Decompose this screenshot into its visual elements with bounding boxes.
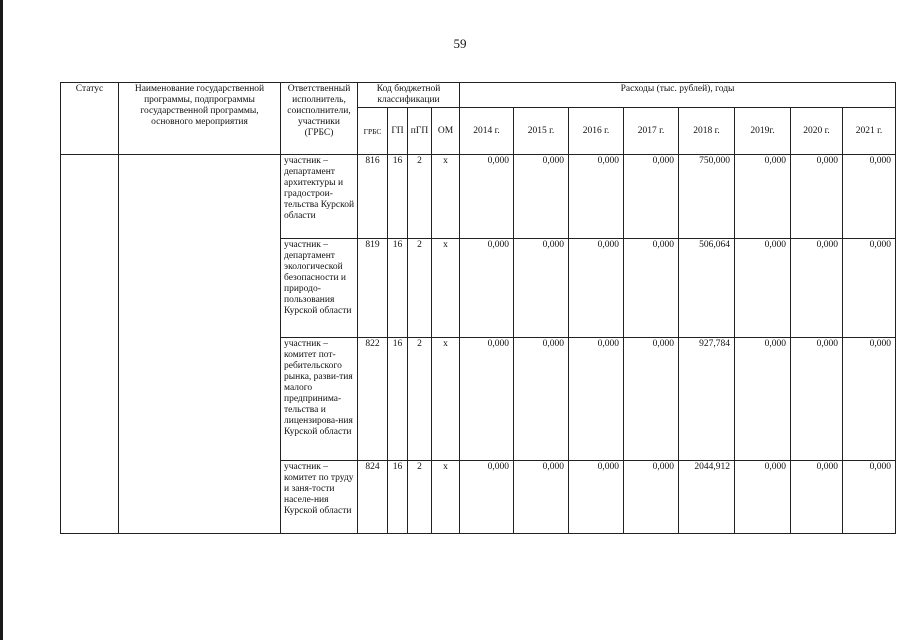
value-2021-cell: 0,000	[843, 155, 896, 239]
value-2014-cell: 0,000	[460, 239, 514, 338]
value-2016-cell: 0,000	[569, 155, 624, 239]
header-year-2020: 2020 г.	[791, 108, 843, 155]
value-2019-cell: 0,000	[735, 461, 791, 534]
value-2018-cell: 927,784	[679, 338, 735, 461]
grbs-cell: 819	[358, 239, 388, 338]
om-cell: х	[432, 239, 460, 338]
table-row	[61, 155, 896, 239]
gp-cell: 16	[388, 338, 408, 461]
value-2020-cell: 0,000	[791, 155, 843, 239]
header-status: Статус	[61, 83, 119, 155]
header-code-om: ОМ	[432, 108, 460, 155]
header-year-2015: 2015 г.	[514, 108, 569, 155]
value-2019-cell: 0,000	[735, 338, 791, 461]
value-2016-cell: 0,000	[569, 461, 624, 534]
value-2017-cell: 0,000	[624, 338, 679, 461]
pgp-cell: 2	[408, 239, 432, 338]
pgp-cell: 2	[408, 338, 432, 461]
om-cell: х	[432, 155, 460, 239]
value-2015-cell: 0,000	[514, 338, 569, 461]
gp-cell: 16	[388, 155, 408, 239]
value-2014-cell: 0,000	[460, 338, 514, 461]
header-year-2021: 2021 г.	[843, 108, 896, 155]
value-2016-cell: 0,000	[569, 338, 624, 461]
header-code-pgp: пГП	[408, 108, 432, 155]
value-2015-cell: 0,000	[514, 155, 569, 239]
gp-cell: 16	[388, 461, 408, 534]
status-cell	[61, 155, 119, 534]
value-2016-cell: 0,000	[569, 239, 624, 338]
value-2017-cell: 0,000	[624, 239, 679, 338]
header-year-2018: 2018 г.	[679, 108, 735, 155]
header-budget-code: Код бюджетной классификации	[358, 83, 460, 108]
executor-cell: участник – департамент экологической безопасности и природо-пользования Курской области	[281, 239, 358, 338]
value-2019-cell: 0,000	[735, 239, 791, 338]
header-name: Наименование государственной программы, подпрограммы государственной программы, основного мероприятия	[119, 83, 281, 155]
budget-table	[60, 82, 896, 534]
executor-cell: участник – комитет по труду и заня-тости населе-ния Курской области	[281, 461, 358, 534]
header-year-2016: 2016 г.	[569, 108, 624, 155]
executor-cell: участник – комитет пот-ребительского рынка, разви-тия малого предпринима-тельства и лицензирова-ния Курской области	[281, 338, 358, 461]
value-2018-cell: 750,000	[679, 155, 735, 239]
header-expenses: Расходы (тыс. рублей), годы	[460, 83, 896, 108]
pgp-cell: 2	[408, 155, 432, 239]
value-2017-cell: 0,000	[624, 461, 679, 534]
header-year-2017: 2017 г.	[624, 108, 679, 155]
grbs-cell: 824	[358, 461, 388, 534]
value-2020-cell: 0,000	[791, 461, 843, 534]
value-2017-cell: 0,000	[624, 155, 679, 239]
value-2020-cell: 0,000	[791, 338, 843, 461]
value-2018-cell: 2044,912	[679, 461, 735, 534]
page-number: 59	[453, 36, 467, 51]
header-year-2014: 2014 г.	[460, 108, 514, 155]
value-2014-cell: 0,000	[460, 155, 514, 239]
header-code-grbs: ГРБС	[358, 108, 388, 155]
value-2021-cell: 0,000	[843, 338, 896, 461]
name-cell	[119, 155, 281, 534]
value-2015-cell: 0,000	[514, 461, 569, 534]
value-2014-cell: 0,000	[460, 461, 514, 534]
value-2020-cell: 0,000	[791, 239, 843, 338]
grbs-cell: 816	[358, 155, 388, 239]
om-cell: х	[432, 338, 460, 461]
value-2019-cell: 0,000	[735, 155, 791, 239]
header-code-gp: ГП	[388, 108, 408, 155]
value-2021-cell: 0,000	[843, 239, 896, 338]
value-2018-cell: 506,064	[679, 239, 735, 338]
header-year-2019: 2019г.	[735, 108, 791, 155]
value-2015-cell: 0,000	[514, 239, 569, 338]
header-executor: Ответственный исполнитель, соисполнители, участники (ГРБС)	[281, 83, 358, 155]
scan-edge-line	[0, 0, 3, 640]
pgp-cell: 2	[408, 461, 432, 534]
header-row-top	[61, 83, 896, 108]
value-2021-cell: 0,000	[843, 461, 896, 534]
gp-cell: 16	[388, 239, 408, 338]
executor-cell: участник – департамент архитектуры и градострои-тельства Курской области	[281, 155, 358, 239]
grbs-cell: 822	[358, 338, 388, 461]
om-cell: х	[432, 461, 460, 534]
